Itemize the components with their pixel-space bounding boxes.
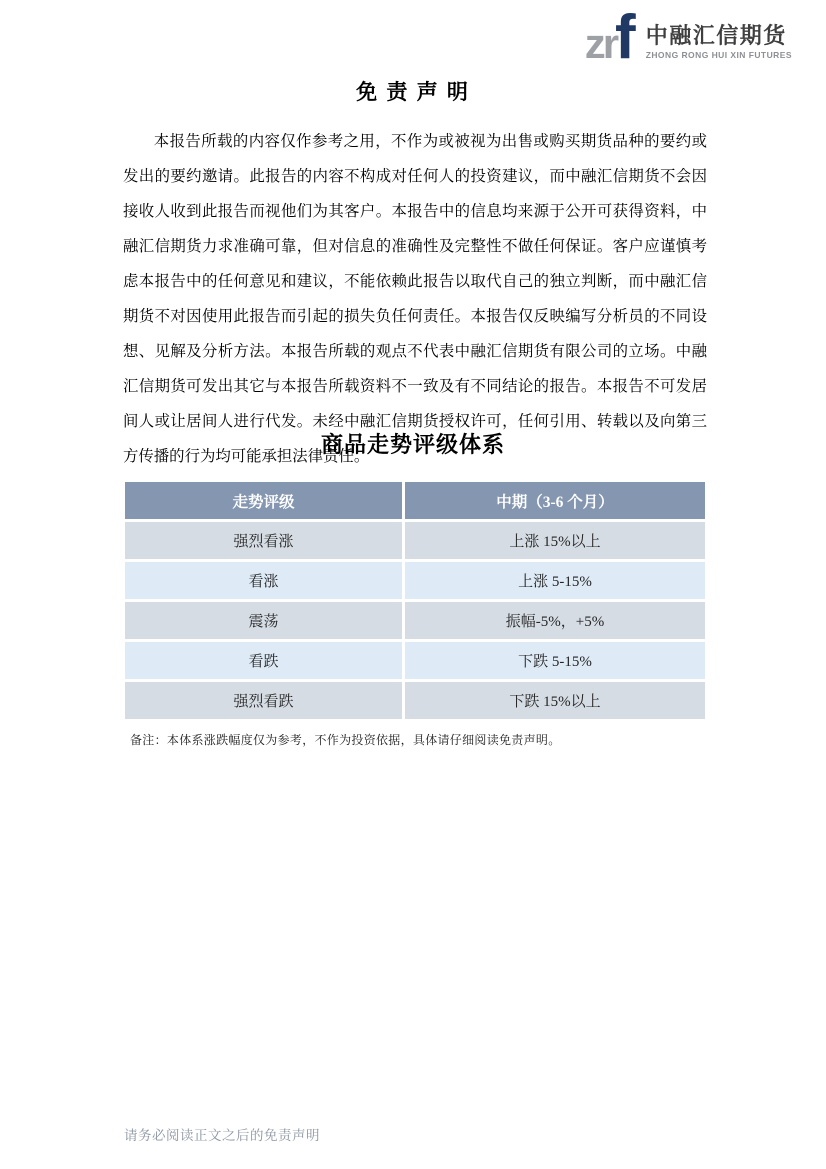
rating-table	[125, 482, 705, 722]
company-logo	[584, 3, 792, 72]
rating-cell: 强烈看涨	[125, 522, 402, 559]
logo-wordmark	[646, 24, 792, 61]
range-cell: 振幅-5%，+5%	[405, 602, 705, 639]
table-row	[125, 602, 705, 639]
rating-cell: 看跌	[125, 642, 402, 679]
disclaimer-title: 免 责 声 明	[356, 80, 470, 104]
table-row	[125, 522, 705, 559]
table-header-row	[125, 482, 705, 519]
logo-zrf-icon	[584, 3, 636, 72]
company-name-cn: 中融汇信期货	[645, 22, 787, 48]
logo-letters-zr: zr	[584, 20, 617, 67]
rating-system-title: 商品走势评级体系	[320, 432, 505, 457]
rating-table-note: 备注：本体系涨跌幅度仅为参考，不作为投资依据，具体请仔细阅读免责声明。	[130, 733, 561, 747]
disclaimer-paragraph: 本报告所载的内容仅作参考之用，不作为或被视为出售或购买期货品种的要约或发出的要约邀请。此报告的内容不构成对任何人的投资建议，而中融汇信期货不会因接收人收到此报告而视他们为其客户。本报告中的信息均来源于公开可获得资料，中融汇信期货力求准确可靠，但对信息的准确性及完整性不做任何保证。客户应谨慎考虑本报告中的任何意见和建议，不能依赖此报告以取代自己的独立判断，而中融汇信期货不对因使用此报告而引起的损失负任何责任。本报告仅反映编写分析员的不同设想、见解及分析方法。本报告所载的观点不代表中融汇信期货有限公司的立场。中融汇信期货可发出其它与本报告所载资料不一致及有不同结论的报告。本报告不可发居间人或让居间人进行代发。未经中融汇信期货授权许可，任何引用、转载以及向第三方传播的行为均可能承担法律责任。	[123, 133, 707, 465]
rating-cell: 强烈看跌	[125, 682, 402, 719]
range-cell: 上涨 15%以上	[405, 522, 705, 559]
range-cell: 上涨 5-15%	[405, 562, 705, 599]
rating-cell: 看涨	[125, 562, 402, 599]
column-header-rating: 走势评级	[125, 482, 402, 519]
table-row	[125, 682, 705, 719]
logo-letter-f: f	[615, 3, 636, 72]
range-cell: 下跌 5-15%	[405, 642, 705, 679]
table-row	[125, 562, 705, 599]
table-row	[125, 642, 705, 679]
company-name-en: ZHONG RONG HUI XIN FUTURES	[645, 49, 792, 60]
range-cell: 下跌 15%以上	[405, 682, 705, 719]
page-footer-disclaimer: 请务必阅读正文之后的免责声明	[124, 1128, 320, 1143]
rating-cell: 震荡	[125, 602, 402, 639]
column-header-midterm: 中期（3-6 个月）	[405, 482, 705, 519]
